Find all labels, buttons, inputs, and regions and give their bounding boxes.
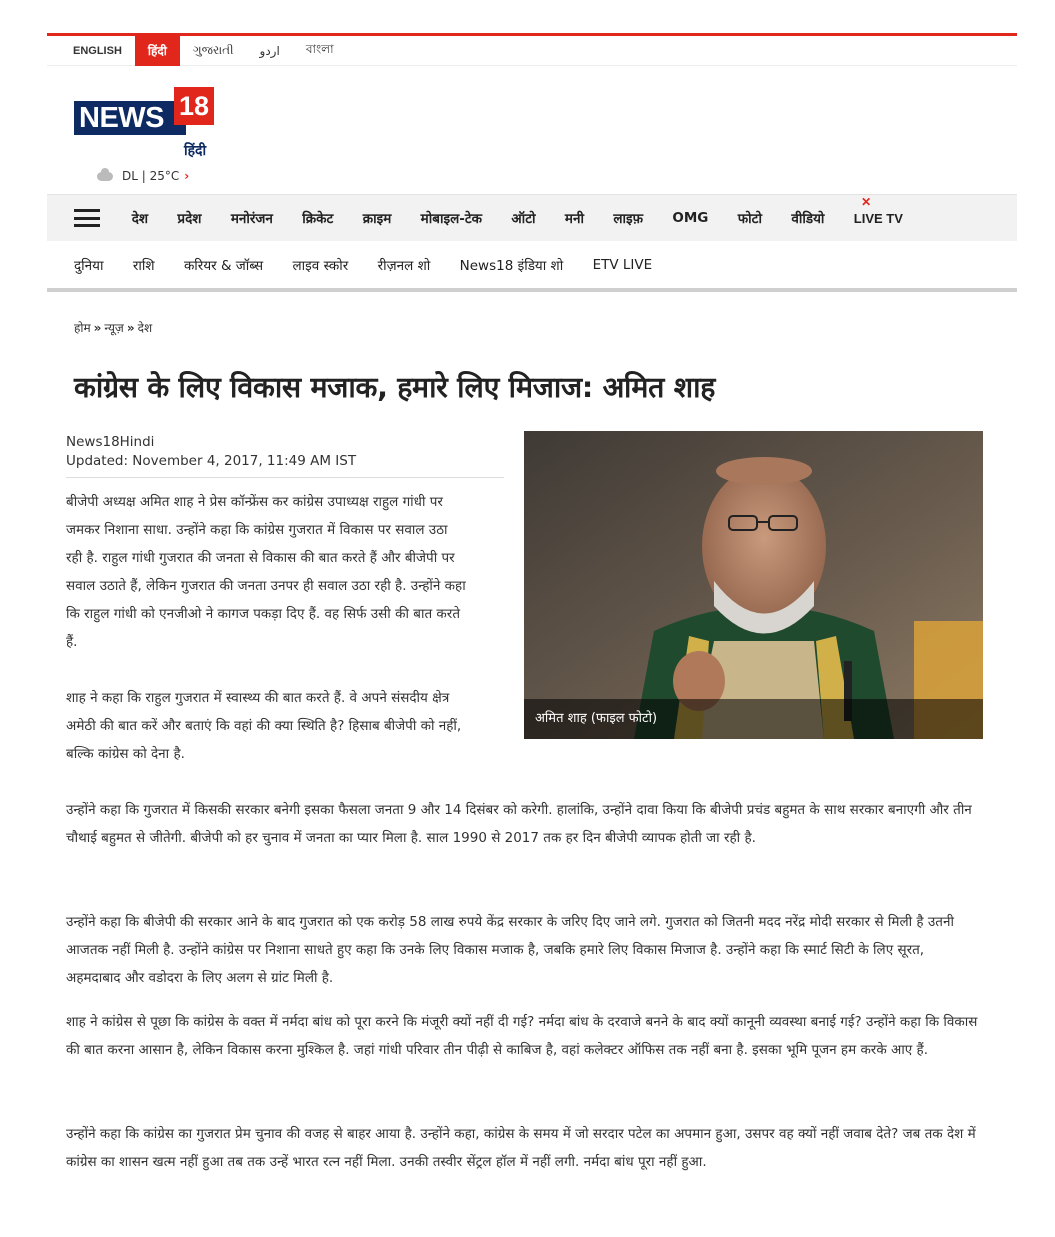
nav-mobile-tech[interactable]: मोबाइल-टेक <box>420 211 483 227</box>
logo-news-text: NEWS <box>74 101 186 135</box>
article-title: कांग्रेस के लिए विकास मजाक, हमारे लिए मिजाज: अमित शाह <box>74 371 716 404</box>
article-image[interactable] <box>524 431 983 739</box>
nav-video[interactable]: वीडियो <box>791 211 825 227</box>
nav-desh[interactable]: देश <box>131 211 149 227</box>
nav-money[interactable]: मनी <box>564 211 584 227</box>
nav-pradesh[interactable]: प्रदेश <box>177 211 202 227</box>
lang-hindi[interactable]: हिंदी <box>135 36 180 66</box>
weather-text: DL | 25°C <box>122 169 180 183</box>
nav-omg[interactable]: OMG <box>672 210 709 226</box>
nav-photo[interactable]: फोटो <box>737 211 762 227</box>
breadcrumb-separator: » <box>126 321 135 335</box>
image-caption: अमित शाह (फाइल फोटो) <box>524 699 983 739</box>
page-wrapper <box>47 33 1017 274</box>
breadcrumb-home[interactable]: होम <box>74 321 91 335</box>
live-broadcast-icon: ✕ <box>861 194 872 209</box>
lang-gujarati[interactable]: ગુજરાતી <box>192 43 234 57</box>
nav-crime[interactable]: क्राइम <box>362 211 392 227</box>
article-author[interactable]: News18Hindi <box>66 434 155 450</box>
nav-manoranjan[interactable]: मनोरंजन <box>230 211 273 227</box>
article-paragraph: शाह ने कहा कि राहुल गुजरात में स्वास्थ्य की बात करते हैं. वे अपने संसदीय क्षेत्र अमेठी की बात करें और बताएं कि वहां की क्या स्थिति है? हिसाब बीजेपी को नहीं, बल्कि कांग्रेस को देना है. <box>66 690 462 762</box>
nav-live-tv-label: LIVE TV <box>853 210 903 226</box>
article-paragraph: उन्होंने कहा कि बीजेपी की सरकार आने के बाद गुजरात को एक करोड़ 58 लाख रुपये केंद्र सरकार के जरिए दिए जाने लगे. गुजरात को जितनी मदद नरेंद्र मोदी सरकार से मिली है उतनी आजतक नहीं मिली है. उन्होंने कांग्रेस पर निशाना साधते हुए कहा कि उनके लिए विकास मजाक है, जबकि हमारे लिए विकास मिजाज है. उन्होंने कहा कि स्मार्ट सिटी के लिए सूरत, अहमदाबाद और वडोदरा के लिए अलग से ग्रांट मिली है. <box>66 914 954 986</box>
lang-english[interactable]: ENGLISH <box>73 44 122 57</box>
subnav-news18-india-show[interactable]: News18 इंडिया शो <box>459 258 564 274</box>
main-nav <box>47 194 1017 241</box>
nav-live-tv[interactable] <box>839 194 918 226</box>
cloud-icon <box>97 172 113 181</box>
nav-auto[interactable]: ऑटो <box>511 211 536 227</box>
breadcrumb-separator: » <box>93 321 102 335</box>
article-updated: Updated: November 4, 2017, 11:49 AM IST <box>66 453 357 469</box>
photo-illustration <box>524 431 983 739</box>
lang-bangla[interactable]: বাংলা <box>305 41 334 56</box>
article-paragraph: उन्होंने कहा कि कांग्रेस का गुजरात प्रेम चुनाव की वजह से बाहर आया है. उन्होंने कहा, कांग्रेस के समय में जो सरदार पटेल का अपमान हुआ, उसपर वह क्यों नहीं जवाब देते? जब तक देश में कांग्रेस का शासन खत्म नहीं हुआ तब तक उन्हें भारत रत्न नहीं मिला. उनकी तस्वीर सेंट्रल हॉल में नहीं लगी. नर्मदा बांध पूरा नहीं हुआ. <box>66 1126 976 1170</box>
article-paragraph: उन्होंने कहा कि गुजरात में किसकी सरकार बनेगी इसका फैसला जनता 9 और 14 दिसंबर को करेगी. हालांकि, उन्होंने दावा किया कि बीजेपी प्रचंड बहुमत के साथ सरकार बनाएगी और तीन चौथाई बहुमत से जीतेगी. बीजेपी को हर चुनाव में जनता का प्यार मिला है. साल 1990 से 2017 तक हर दिन बीजेपी व्यापक होती जा रही है. <box>66 802 972 846</box>
news18-logo[interactable] <box>74 87 214 159</box>
subnav-career-jobs[interactable]: करियर & जॉब्स <box>183 258 264 274</box>
masthead <box>47 85 1017 193</box>
breadcrumb-news[interactable]: न्यूज़ <box>104 321 124 335</box>
article-meta <box>66 433 356 471</box>
meta-divider <box>66 477 504 478</box>
nav-life[interactable]: लाइफ़ <box>613 211 644 227</box>
logo-hindi-text: हिंदी <box>184 143 207 159</box>
subnav-etv-live[interactable]: ETV LIVE <box>592 257 653 273</box>
article-paragraph: शाह ने कांग्रेस से पूछा कि कांग्रेस के वक्त में नर्मदा बांध को पूरा करने कि मंजूरी क्यों नहीं दी गई? नर्मदा बांध के दरवाजे बनने के बाद क्यों कानूनी व्यवस्था बनाई गई? उन्होंने कहा कि विकास की बात करना आसान है, लेकिन विकास करना मुश्किल है. जहां गांधी परिवार तीन पीढ़ी से काबिज है, वहां कलेक्टर ऑफिस तक नहीं बना है. इसका भूमि पूजन हम करके आए हैं. <box>66 1014 978 1058</box>
subnav-duniya[interactable]: दुनिया <box>74 258 104 274</box>
subnav-live-score[interactable]: लाइव स्कोर <box>292 258 349 274</box>
chevron-right-icon: › <box>184 169 190 183</box>
weather-widget[interactable] <box>97 169 189 183</box>
hamburger-menu-icon[interactable] <box>74 209 100 227</box>
breadcrumb-desh[interactable]: देश <box>137 321 153 335</box>
lang-urdu[interactable]: اردو <box>259 43 280 58</box>
subnav-rashi[interactable]: राशि <box>132 258 155 274</box>
language-bar <box>47 33 1017 66</box>
logo-18-badge: 18 <box>174 87 214 125</box>
subnav-regional-show[interactable]: रीज़नल शो <box>377 258 431 274</box>
sub-nav <box>47 242 1017 292</box>
article-paragraph: बीजेपी अध्यक्ष अमित शाह ने प्रेस कॉन्फ्रेंस कर कांग्रेस उपाध्यक्ष राहुल गांधी पर जमकर निशाना साधा. उन्होंने कहा कि कांग्रेस गुजरात में विकास पर सवाल उठा रही है. राहुल गांधी गुजरात की जनता से विकास की बात करते हैं और बीजेपी पर सवाल उठाते हैं, लेकिन गुजरात की जनता उनपर ही सवाल उठा रही है. उन्होंने कहा कि राहुल गांधी को एनजीओ ने कागज पकड़ा दिए हैं. वह सिर्फ उसी की बात करते हैं. <box>66 494 466 650</box>
breadcrumb <box>74 319 152 336</box>
nav-cricket[interactable]: क्रिकेट <box>302 211 334 227</box>
